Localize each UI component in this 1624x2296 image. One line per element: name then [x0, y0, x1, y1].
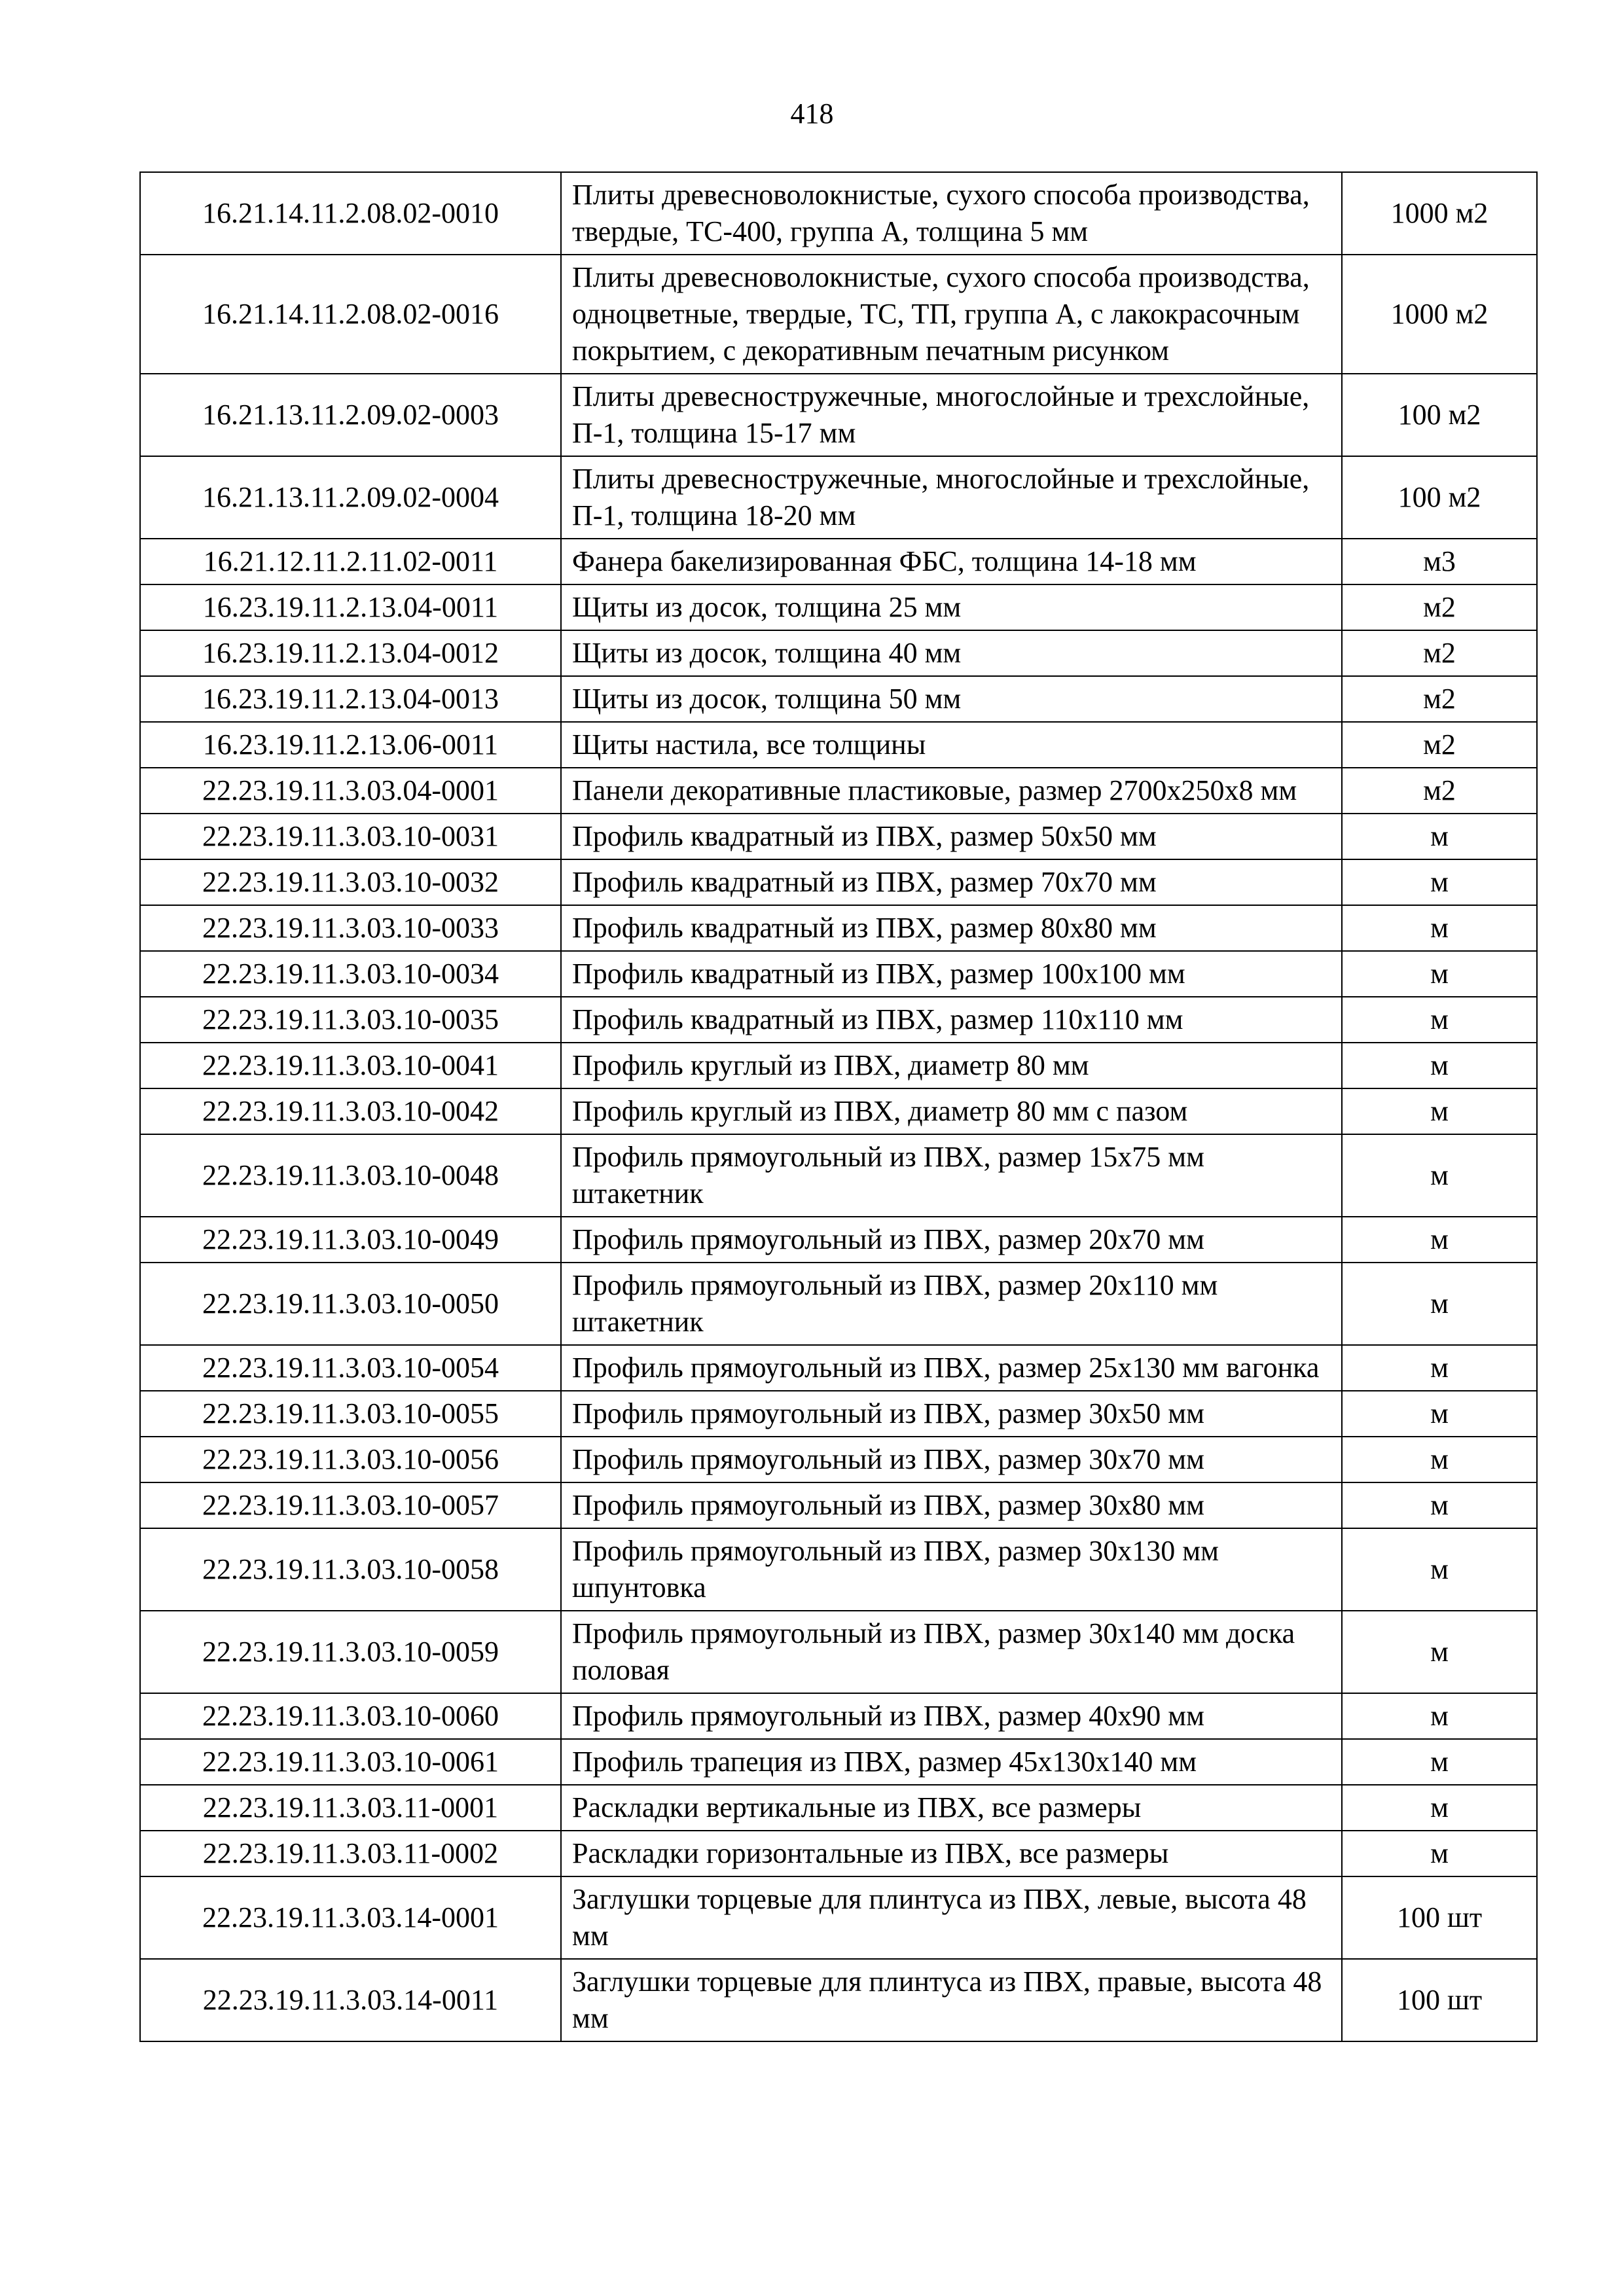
- unit-cell: м: [1342, 1785, 1537, 1831]
- code-cell: 16.23.19.11.2.13.04-0012: [140, 630, 561, 676]
- table-row: [140, 1043, 1537, 1088]
- description-cell: Профиль прямоугольный из ПВХ, размер 15х75 мм штакетник: [561, 1134, 1342, 1217]
- code-cell: 16.21.13.11.2.09.02-0004: [140, 456, 561, 539]
- table-row: [140, 1693, 1537, 1739]
- unit-cell: 100 м2: [1342, 374, 1537, 456]
- table-row: [140, 905, 1537, 951]
- code-cell: 22.23.19.11.3.03.10-0055: [140, 1391, 561, 1437]
- description-cell: Раскладки горизонтальные из ПВХ, все размеры: [561, 1831, 1342, 1876]
- unit-cell: 100 шт: [1342, 1876, 1537, 1959]
- table-row: [140, 1785, 1537, 1831]
- description-cell: Щиты из досок, толщина 50 мм: [561, 676, 1342, 722]
- unit-cell: 1000 м2: [1342, 255, 1537, 374]
- code-cell: 22.23.19.11.3.03.10-0061: [140, 1739, 561, 1785]
- unit-cell: м: [1342, 814, 1537, 859]
- description-cell: Профиль прямоугольный из ПВХ, размер 40х90 мм: [561, 1693, 1342, 1739]
- table-row: [140, 1391, 1537, 1437]
- table-row: [140, 1611, 1537, 1693]
- table-row: [140, 1088, 1537, 1134]
- table-row: [140, 722, 1537, 768]
- page-number: 418: [790, 98, 834, 130]
- description-cell: Щиты из досок, толщина 40 мм: [561, 630, 1342, 676]
- code-cell: 22.23.19.11.3.03.10-0049: [140, 1217, 561, 1263]
- table-row: [140, 1739, 1537, 1785]
- code-cell: 16.23.19.11.2.13.04-0013: [140, 676, 561, 722]
- code-cell: 22.23.19.11.3.03.10-0032: [140, 859, 561, 905]
- description-cell: Заглушки торцевые для плинтуса из ПВХ, правые, высота 48 мм: [561, 1959, 1342, 2041]
- unit-cell: 100 шт: [1342, 1959, 1537, 2041]
- description-cell: Профиль прямоугольный из ПВХ, размер 30х130 мм шпунтовка: [561, 1528, 1342, 1611]
- description-cell: Профиль квадратный из ПВХ, размер 70х70 мм: [561, 859, 1342, 905]
- unit-cell: м3: [1342, 539, 1537, 584]
- table-row: [140, 1482, 1537, 1528]
- code-cell: 16.23.19.11.2.13.04-0011: [140, 584, 561, 630]
- description-cell: Профиль прямоугольный из ПВХ, размер 20х70 мм: [561, 1217, 1342, 1263]
- code-cell: 22.23.19.11.3.03.14-0011: [140, 1959, 561, 2041]
- description-cell: Профиль прямоугольный из ПВХ, размер 30х140 мм доска половая: [561, 1611, 1342, 1693]
- description-cell: Профиль круглый из ПВХ, диаметр 80 мм с пазом: [561, 1088, 1342, 1134]
- unit-cell: м: [1342, 1739, 1537, 1785]
- code-cell: 22.23.19.11.3.03.10-0050: [140, 1263, 561, 1345]
- description-cell: Профиль квадратный из ПВХ, размер 100х100 мм: [561, 951, 1342, 997]
- code-cell: 22.23.19.11.3.03.10-0058: [140, 1528, 561, 1611]
- unit-cell: 1000 м2: [1342, 172, 1537, 255]
- code-cell: 22.23.19.11.3.03.10-0041: [140, 1043, 561, 1088]
- unit-cell: м2: [1342, 768, 1537, 814]
- table-row: [140, 951, 1537, 997]
- unit-cell: м: [1342, 1088, 1537, 1134]
- unit-cell: м: [1342, 1345, 1537, 1391]
- table-row: [140, 1345, 1537, 1391]
- table-row: [140, 768, 1537, 814]
- table-row: [140, 456, 1537, 539]
- unit-cell: м: [1342, 1437, 1537, 1482]
- table-row: [140, 1528, 1537, 1611]
- unit-cell: м: [1342, 859, 1537, 905]
- code-cell: 22.23.19.11.3.03.11-0001: [140, 1785, 561, 1831]
- description-cell: Плиты древесноволокнистые, сухого способа производства, одноцветные, твердые, ТС, ТП, группа А, с лакокрасочным покрытием, с декоративным печатным рисунком: [561, 255, 1342, 374]
- code-cell: 22.23.19.11.3.03.10-0048: [140, 1134, 561, 1217]
- code-cell: 22.23.19.11.3.03.10-0060: [140, 1693, 561, 1739]
- table-row: [140, 1217, 1537, 1263]
- description-cell: Фанера бакелизированная ФБС, толщина 14-18 мм: [561, 539, 1342, 584]
- code-cell: 16.23.19.11.2.13.06-0011: [140, 722, 561, 768]
- table-row: [140, 172, 1537, 255]
- description-cell: Профиль прямоугольный из ПВХ, размер 30х80 мм: [561, 1482, 1342, 1528]
- table-row: [140, 1134, 1537, 1217]
- unit-cell: м: [1342, 1134, 1537, 1217]
- code-cell: 22.23.19.11.3.03.10-0031: [140, 814, 561, 859]
- unit-cell: м: [1342, 1528, 1537, 1611]
- code-cell: 22.23.19.11.3.03.10-0033: [140, 905, 561, 951]
- unit-cell: м: [1342, 1263, 1537, 1345]
- table-row: [140, 374, 1537, 456]
- description-cell: Профиль прямоугольный из ПВХ, размер 30х70 мм: [561, 1437, 1342, 1482]
- unit-cell: м: [1342, 1831, 1537, 1876]
- code-cell: 16.21.13.11.2.09.02-0003: [140, 374, 561, 456]
- description-cell: Плиты древесноволокнистые, сухого способа производства, твердые, ТС-400, группа А, толщина 5 мм: [561, 172, 1342, 255]
- table-row: [140, 814, 1537, 859]
- table-row: [140, 1876, 1537, 1959]
- code-cell: 22.23.19.11.3.03.14-0001: [140, 1876, 561, 1959]
- materials-table-body: [140, 172, 1537, 2041]
- table-row: [140, 255, 1537, 374]
- code-cell: 22.23.19.11.3.03.10-0054: [140, 1345, 561, 1391]
- table-row: [140, 859, 1537, 905]
- description-cell: Щиты настила, все толщины: [561, 722, 1342, 768]
- description-cell: Щиты из досок, толщина 25 мм: [561, 584, 1342, 630]
- code-cell: 16.21.14.11.2.08.02-0010: [140, 172, 561, 255]
- unit-cell: м2: [1342, 630, 1537, 676]
- unit-cell: м: [1342, 997, 1537, 1043]
- unit-cell: м2: [1342, 676, 1537, 722]
- description-cell: Плиты древесностружечные, многослойные и трехслойные, П-1, толщина 18-20 мм: [561, 456, 1342, 539]
- code-cell: 22.23.19.11.3.03.10-0057: [140, 1482, 561, 1528]
- code-cell: 22.23.19.11.3.03.10-0035: [140, 997, 561, 1043]
- unit-cell: м2: [1342, 584, 1537, 630]
- code-cell: 22.23.19.11.3.03.10-0056: [140, 1437, 561, 1482]
- table-row: [140, 1959, 1537, 2041]
- description-cell: Раскладки вертикальные из ПВХ, все размеры: [561, 1785, 1342, 1831]
- unit-cell: м: [1342, 1043, 1537, 1088]
- code-cell: 22.23.19.11.3.03.10-0034: [140, 951, 561, 997]
- description-cell: Профиль прямоугольный из ПВХ, размер 20х110 мм штакетник: [561, 1263, 1342, 1345]
- table-row: [140, 630, 1537, 676]
- unit-cell: 100 м2: [1342, 456, 1537, 539]
- description-cell: Плиты древесностружечные, многослойные и трехслойные, П-1, толщина 15-17 мм: [561, 374, 1342, 456]
- code-cell: 22.23.19.11.3.03.10-0042: [140, 1088, 561, 1134]
- unit-cell: м: [1342, 1611, 1537, 1693]
- description-cell: Заглушки торцевые для плинтуса из ПВХ, левые, высота 48 мм: [561, 1876, 1342, 1959]
- description-cell: Панели декоративные пластиковые, размер 2700х250х8 мм: [561, 768, 1342, 814]
- code-cell: 22.23.19.11.3.03.10-0059: [140, 1611, 561, 1693]
- table-row: [140, 1831, 1537, 1876]
- description-cell: Профиль квадратный из ПВХ, размер 110х110 мм: [561, 997, 1342, 1043]
- table-row: [140, 1263, 1537, 1345]
- unit-cell: м: [1342, 1482, 1537, 1528]
- table-row: [140, 997, 1537, 1043]
- unit-cell: м: [1342, 1217, 1537, 1263]
- table-row: [140, 676, 1537, 722]
- description-cell: Профиль прямоугольный из ПВХ, размер 25х130 мм вагонка: [561, 1345, 1342, 1391]
- unit-cell: м: [1342, 951, 1537, 997]
- description-cell: Профиль трапеция из ПВХ, размер 45х130х140 мм: [561, 1739, 1342, 1785]
- unit-cell: м: [1342, 1391, 1537, 1437]
- code-cell: 22.23.19.11.3.03.11-0002: [140, 1831, 561, 1876]
- code-cell: 22.23.19.11.3.03.04-0001: [140, 768, 561, 814]
- unit-cell: м: [1342, 1693, 1537, 1739]
- description-cell: Профиль квадратный из ПВХ, размер 80х80 мм: [561, 905, 1342, 951]
- materials-table: [139, 171, 1538, 2042]
- table-row: [140, 539, 1537, 584]
- unit-cell: м2: [1342, 722, 1537, 768]
- description-cell: Профиль прямоугольный из ПВХ, размер 30х50 мм: [561, 1391, 1342, 1437]
- code-cell: 16.21.14.11.2.08.02-0016: [140, 255, 561, 374]
- table-row: [140, 1437, 1537, 1482]
- description-cell: Профиль квадратный из ПВХ, размер 50х50 мм: [561, 814, 1342, 859]
- code-cell: 16.21.12.11.2.11.02-0011: [140, 539, 561, 584]
- unit-cell: м: [1342, 905, 1537, 951]
- table-row: [140, 584, 1537, 630]
- description-cell: Профиль круглый из ПВХ, диаметр 80 мм: [561, 1043, 1342, 1088]
